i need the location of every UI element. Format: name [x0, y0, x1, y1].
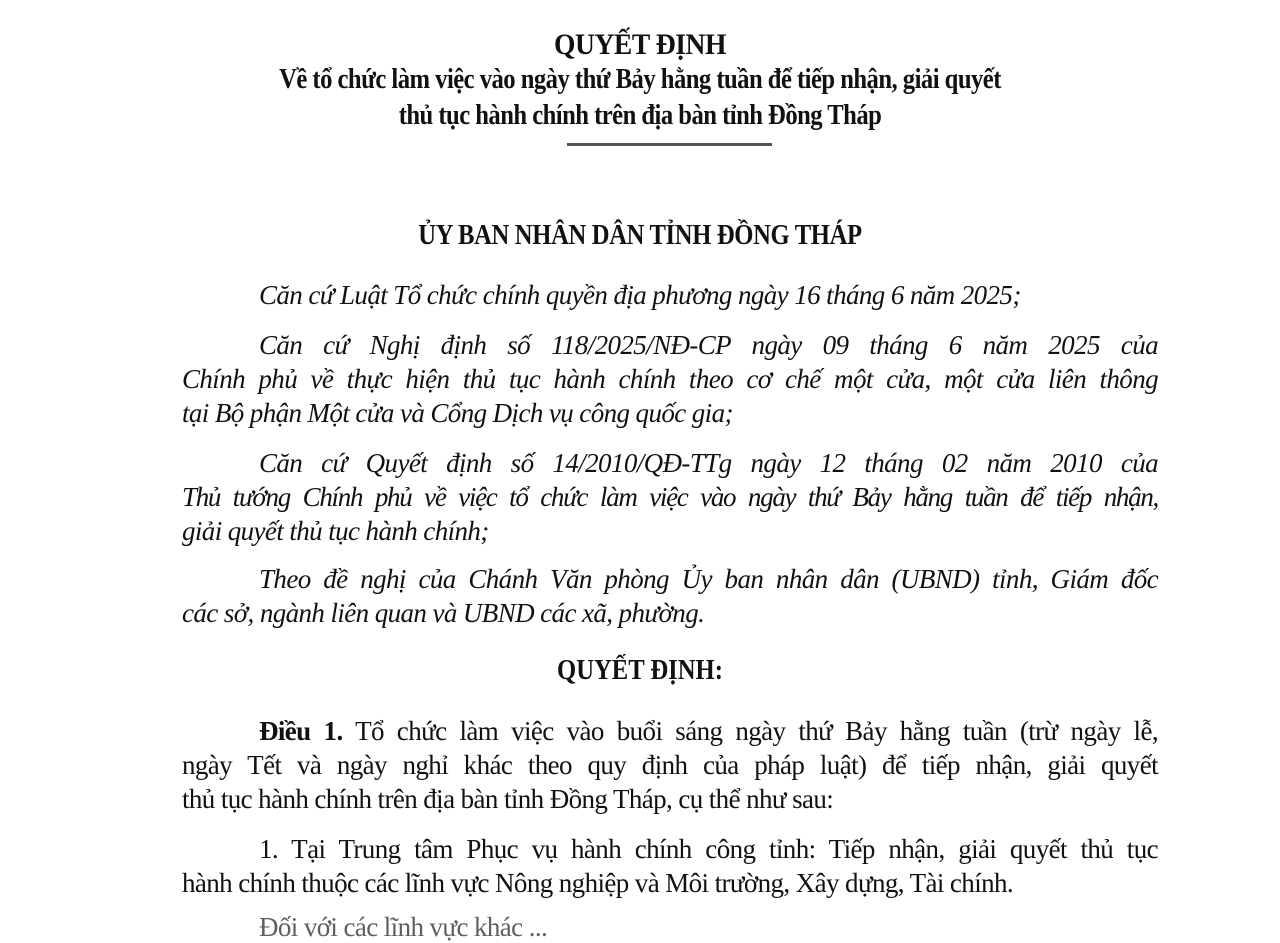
- preamble-2-line-1: Căn cứ Nghị định số 118/2025/NĐ-CP ngày 09 tháng 6 năm 2025 của: [259, 330, 1158, 360]
- preamble-4-line-1: Theo đề nghị của Chánh Văn phòng Ủy ban nhân dân (UBND) tỉnh, Giám đốc: [259, 564, 1158, 594]
- preamble-3-line-1: Căn cứ Quyết định số 14/2010/QĐ-TTg ngày 12 tháng 02 năm 2010 của: [259, 448, 1158, 478]
- article-1-line-2: ngày Tết và ngày nghỉ khác theo quy định của pháp luật) để tiếp nhận, giải quyết: [182, 750, 1158, 780]
- decision-heading: QUYẾT ĐỊNH:: [557, 655, 723, 686]
- item-1-line-1: 1. Tại Trung tâm Phục vụ hành chính công tỉnh: Tiếp nhận, giải quyết thủ tục: [259, 834, 1158, 864]
- article-1-line-1: [259, 716, 1158, 747]
- preamble-4-line-2: các sở, ngành liên quan và UBND các xã, phường.: [182, 598, 705, 628]
- item-1-line-2: hành chính thuộc các lĩnh vực Nông nghiệp và Môi trường, Xây dựng, Tài chính.: [182, 868, 1014, 898]
- article-1-label: Điều 1.: [259, 716, 343, 746]
- article-1-line-3: thủ tục hành chính trên địa bàn tỉnh Đồng Tháp, cụ thể như sau:: [182, 784, 834, 814]
- preamble-3-line-2: Thủ tướng Chính phủ về việc tổ chức làm việc vào ngày thứ Bảy hằng tuần để tiếp nhận,: [182, 482, 1158, 512]
- title-divider: [567, 143, 772, 146]
- article-1-text: Tổ chức làm việc vào buổi sáng ngày thứ Bảy hằng tuần (trừ ngày lễ,: [342, 716, 1158, 746]
- cutoff-line: Đối với các lĩnh vực khác ...: [259, 912, 548, 942]
- preamble-2-line-2: Chính phủ về thực hiện thủ tục hành chính theo cơ chế một cửa, một cửa liên thông: [182, 364, 1158, 394]
- preamble-1-line-1: Căn cứ Luật Tổ chức chính quyền địa phương ngày 16 tháng 6 năm 2025;: [259, 280, 1021, 310]
- document-subtitle-line-1: Về tổ chức làm việc vào ngày thứ Bảy hằng tuần để tiếp nhận, giải quyết: [279, 64, 1001, 95]
- preamble-3-line-3: giải quyết thủ tục hành chính;: [182, 516, 489, 546]
- issuer-heading: ỦY BAN NHÂN DÂN TỈNH ĐỒNG THÁP: [418, 220, 862, 251]
- document-subtitle-line-2: thủ tục hành chính trên địa bàn tỉnh Đồng Tháp: [398, 100, 882, 131]
- preamble-2-line-3: tại Bộ phận Một cửa và Cổng Dịch vụ công quốc gia;: [182, 398, 733, 428]
- document-title: QUYẾT ĐỊNH: [553, 28, 727, 61]
